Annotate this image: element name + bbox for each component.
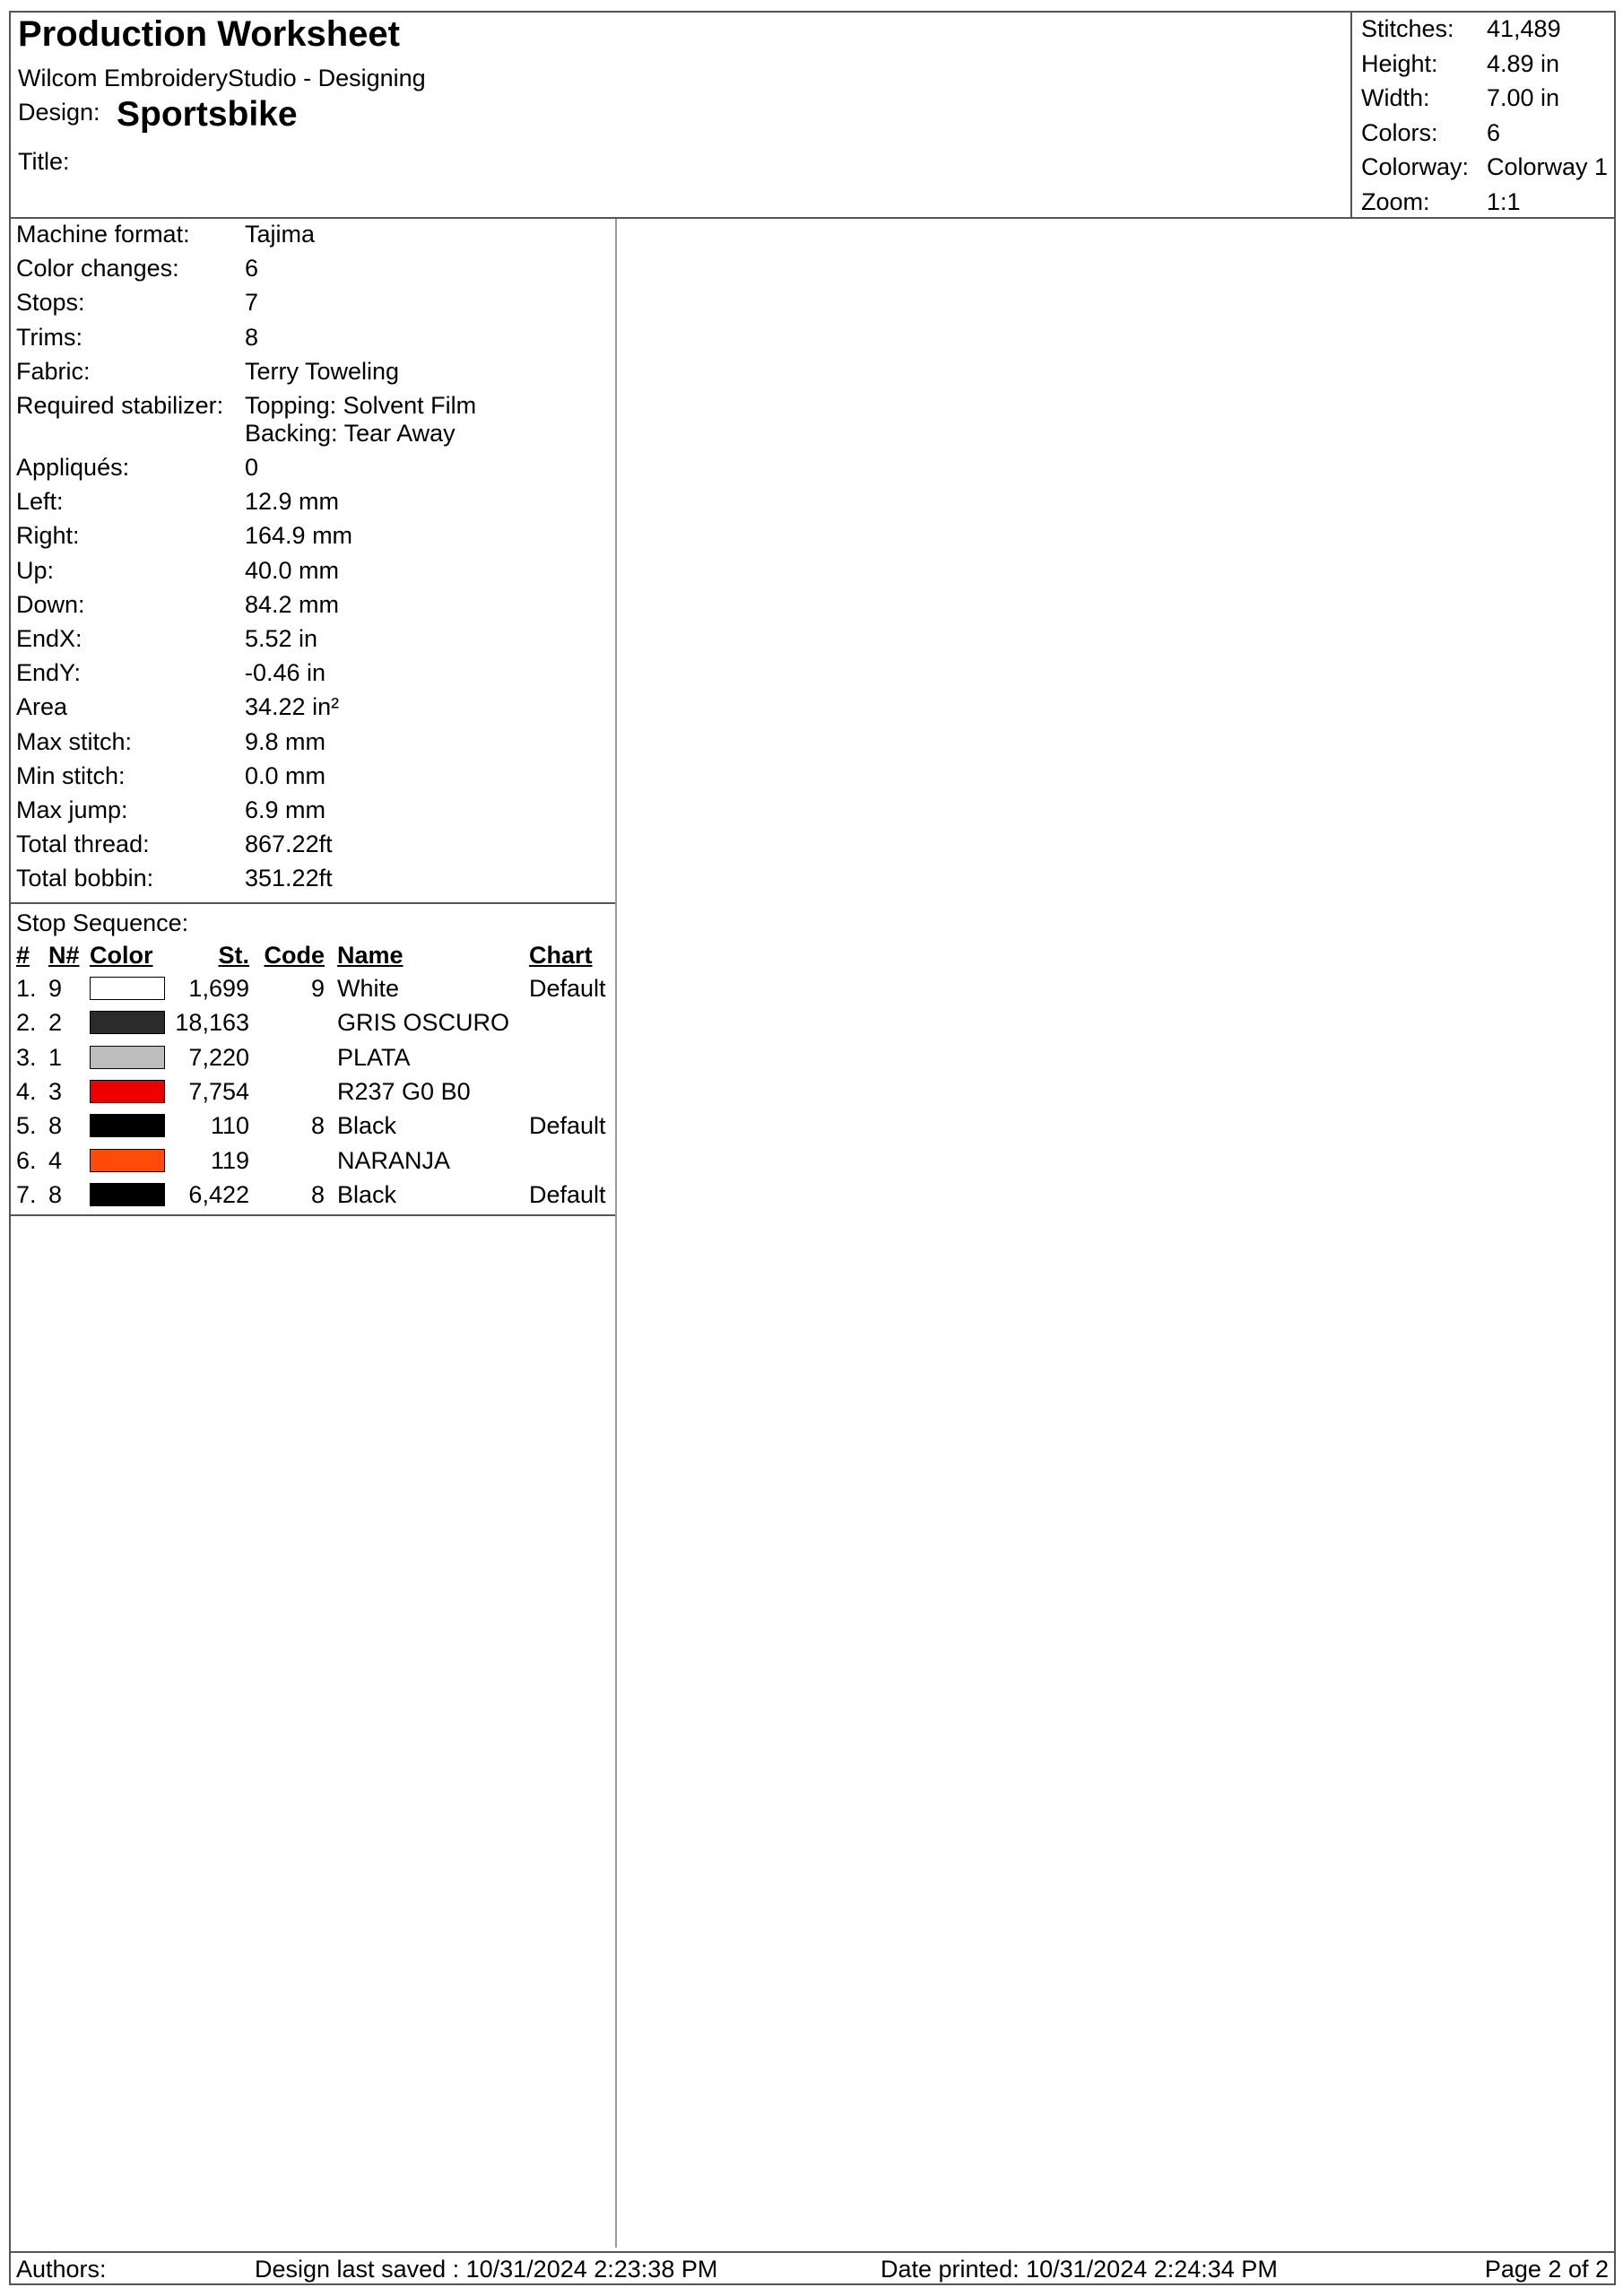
info-label: Required stabilizer: [16, 392, 224, 419]
row-name: Black [337, 1112, 397, 1140]
design-name: Sportsbike [117, 95, 298, 134]
stat-value: 41,489 [1487, 15, 1561, 42]
info-label: Trims: [16, 323, 82, 351]
info-label: Left: [16, 488, 64, 516]
row-name: GRIS OSCURO [337, 1009, 510, 1037]
row-name: R237 G0 B0 [337, 1077, 471, 1105]
info-label: Right: [16, 522, 80, 550]
info-label: EndX: [16, 625, 82, 652]
info-value: 5.52 in [245, 625, 318, 652]
row-chart: Default [529, 1180, 606, 1208]
info-label: Appliqués: [16, 454, 130, 481]
row-number: 6. [16, 1146, 37, 1174]
row-code: 9 [310, 975, 325, 1002]
color-swatch [90, 1080, 165, 1103]
info-value: 164.9 mm [245, 522, 353, 550]
details-column [11, 219, 617, 2248]
stat-label: Stitches: [1361, 15, 1454, 42]
title-label: Title: [18, 148, 70, 175]
row-number: 2. [16, 1009, 37, 1037]
color-swatch [90, 1011, 165, 1034]
info-value: 8 [245, 323, 259, 351]
row-code: 8 [310, 1180, 325, 1208]
info-label: Total bobbin: [16, 865, 154, 892]
info-value: -0.46 in [245, 659, 326, 687]
color-swatch [90, 1046, 165, 1069]
info-label: Max jump: [16, 796, 128, 823]
info-value: Topping: Solvent Film [245, 392, 477, 419]
stat-value: 6 [1487, 118, 1501, 146]
info-value: Tajima [245, 221, 316, 248]
info-value: 867.22ft [245, 831, 333, 858]
row-needle: 8 [48, 1180, 63, 1208]
footer-page-number: Page 2 of 2 [1484, 2256, 1609, 2283]
footer-authors: Authors: [16, 2256, 107, 2283]
worksheet-page [9, 11, 1616, 2285]
stat-value: 7.00 in [1487, 84, 1560, 111]
info-value: 0 [245, 454, 259, 481]
stat-label: Colorway: [1361, 153, 1470, 180]
row-name: NARANJA [337, 1146, 451, 1174]
row-needle: 1 [48, 1043, 63, 1071]
info-label: Color changes: [16, 255, 179, 283]
footer-last-saved: Design last saved : 10/31/2024 2:23:38 PM [255, 2256, 718, 2283]
header-title-block [11, 13, 1352, 217]
row-needle: 3 [48, 1077, 63, 1105]
color-swatch [90, 1183, 165, 1206]
header-needle: N# [48, 942, 80, 969]
stat-label: Width: [1361, 84, 1430, 111]
info-value: 7 [245, 289, 259, 317]
application-name: Wilcom EmbroideryStudio - Designing [18, 65, 426, 91]
worksheet-footer [11, 2251, 1614, 2285]
row-needle: 9 [48, 975, 63, 1002]
design-info [11, 219, 615, 904]
info-value: Backing: Tear Away [245, 420, 456, 447]
row-name: Black [337, 1180, 397, 1208]
header-color: Color [90, 942, 153, 969]
footer-date-printed: Date printed: 10/31/2024 2:24:34 PM [881, 2256, 1278, 2283]
color-swatch [90, 1149, 165, 1172]
worksheet-title: Production Worksheet [18, 14, 400, 54]
info-label: Up: [16, 556, 55, 584]
info-value: 0.0 mm [245, 761, 326, 789]
info-label: Total thread: [16, 831, 150, 858]
header-number: # [16, 942, 30, 969]
info-value: 9.8 mm [245, 727, 326, 755]
row-number: 4. [16, 1077, 37, 1105]
stat-label: Colors: [1361, 118, 1438, 146]
row-needle: 2 [48, 1009, 63, 1037]
worksheet-header [11, 13, 1614, 219]
info-value: 6.9 mm [245, 796, 326, 823]
row-needle: 4 [48, 1146, 63, 1174]
header-chart: Chart [529, 942, 593, 969]
row-stitches: 110 [210, 1112, 249, 1140]
row-stitches: 119 [210, 1146, 249, 1174]
info-value: 40.0 mm [245, 556, 340, 584]
info-value: Terry Toweling [245, 357, 400, 385]
row-needle: 8 [48, 1112, 63, 1140]
row-number: 7. [16, 1180, 37, 1208]
info-label: Down: [16, 590, 85, 618]
stat-label: Height: [1361, 49, 1438, 77]
row-stitches: 1,699 [188, 975, 249, 1002]
row-stitches: 7,754 [188, 1077, 249, 1105]
design-label: Design: [18, 99, 100, 126]
design-preview-area [619, 219, 1614, 2248]
row-number: 5. [16, 1112, 37, 1140]
stop-sequence [11, 906, 615, 1216]
color-swatch [90, 1114, 165, 1137]
color-swatch [90, 977, 165, 1000]
row-name: White [337, 975, 400, 1002]
header-stats [1354, 13, 1614, 217]
info-label: Machine format: [16, 221, 190, 248]
row-stitches: 7,220 [188, 1043, 249, 1071]
info-value: 12.9 mm [245, 488, 340, 516]
row-chart: Default [529, 975, 606, 1002]
stat-value: 1:1 [1487, 187, 1521, 215]
row-name: PLATA [337, 1043, 411, 1071]
info-value: 34.22 in² [245, 693, 340, 721]
stop-sequence-title: Stop Sequence: [16, 909, 189, 936]
info-value: 351.22ft [245, 865, 333, 892]
row-chart: Default [529, 1112, 606, 1140]
stat-value: Colorway 1 [1487, 153, 1609, 180]
stat-value: 4.89 in [1487, 49, 1560, 77]
row-stitches: 18,163 [175, 1009, 249, 1037]
stat-label: Zoom: [1361, 187, 1430, 215]
info-value: 84.2 mm [245, 590, 340, 618]
header-code: Code [264, 942, 325, 969]
info-label: Min stitch: [16, 761, 126, 789]
info-label: Area [16, 693, 68, 721]
info-label: Stops: [16, 289, 85, 317]
header-stitches: St. [218, 942, 249, 969]
header-name: Name [337, 942, 404, 969]
info-value: 6 [245, 255, 259, 283]
row-code: 8 [310, 1112, 325, 1140]
info-label: Max stitch: [16, 727, 133, 755]
info-label: Fabric: [16, 357, 91, 385]
row-stitches: 6,422 [188, 1180, 249, 1208]
row-number: 1. [16, 975, 37, 1002]
info-label: EndY: [16, 659, 82, 687]
row-number: 3. [16, 1043, 37, 1071]
